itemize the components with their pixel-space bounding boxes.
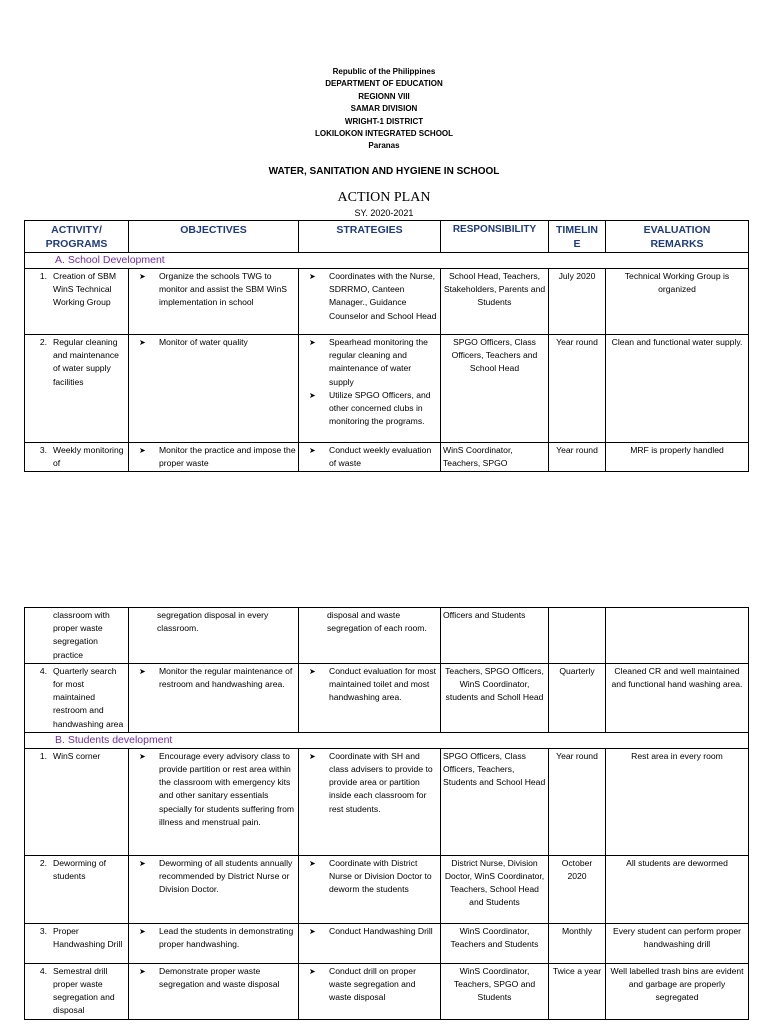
action-plan-table-part2 — [24, 607, 749, 1020]
header-line: REGIONN VIII — [358, 91, 410, 101]
table-row — [25, 335, 749, 443]
activity-cell: Deworming of students — [53, 857, 107, 882]
header-line: LOKILOKON INTEGRATED SCHOOL — [314, 129, 454, 139]
school-year: SY. 2020-2021 — [354, 208, 414, 218]
evaluation-cell: Well labelled trash bins are evident and garbage are properly segregated — [606, 963, 749, 1019]
objective-text: Organize the schools TWG to monitor and assist the SBM WinS implementation in school — [159, 271, 287, 308]
evaluation-cell: MRF is properly handled — [606, 443, 749, 472]
responsibility-cell: WinS Coordinator, Teachers, SPGO — [441, 443, 549, 472]
arrow-bullet-icon: ➤ — [309, 338, 316, 347]
activity-cell: Semestral drill proper waste segregation and disposal — [53, 965, 115, 1016]
table-row-continued — [25, 608, 749, 664]
timeline-cell: Quarterly — [549, 663, 606, 732]
responsibility-cell: WinS Coordinator, Teachers and Students — [441, 923, 549, 963]
evaluation-cell — [606, 608, 749, 664]
arrow-bullet-icon: ➤ — [139, 338, 146, 347]
section-students-development: B. Students development — [25, 732, 749, 748]
strategy-text: Coordinates with the Nurse, SDRRMO, Canteen Manager., Guidance Counselor and School Head — [329, 271, 437, 321]
activity-cell: Regular cleaning and maintenance of water supply facilities — [53, 337, 119, 387]
objective-text: Monitor the practice and impose the proper waste — [159, 445, 296, 469]
document-header — [0, 66, 768, 153]
strategy-text: Conduct drill on proper waste segregation and waste disposal — [329, 965, 416, 1003]
col-header-evaluation: EVALUATION REMARKS — [606, 221, 749, 253]
col-header-strategies: STRATEGIES — [299, 221, 441, 253]
responsibility-cell: School Head, Teachers, Stakeholders, Parents and Students — [441, 269, 549, 335]
evaluation-cell: Technical Working Group is organized — [606, 269, 749, 335]
activity-cell: WinS corner — [53, 750, 101, 761]
arrow-bullet-icon: ➤ — [139, 926, 146, 936]
arrow-bullet-icon: ➤ — [309, 446, 316, 455]
document-title: WATER, SANITATION AND HYGIENE IN SCHOOL — [268, 166, 500, 177]
objective-text: Lead the students in demonstrating proper handwashing. — [159, 925, 294, 950]
timeline-cell: Year round — [549, 335, 606, 443]
section-row — [25, 732, 749, 748]
strategy-text: disposal and waste segregation of each room. — [299, 608, 441, 664]
activity-cell: Weekly monitoring of — [53, 445, 124, 469]
arrow-bullet-icon: ➤ — [309, 858, 316, 868]
row-number: 3. — [39, 925, 47, 936]
header-line: WRIGHT-1 DISTRICT — [344, 116, 424, 126]
arrow-bullet-icon: ➤ — [139, 858, 146, 868]
row-number: 2. — [39, 857, 47, 868]
header-line: Republic of the Philippines — [332, 67, 436, 76]
activity-cell: Creation of SBM WinS Technical Working Group — [53, 271, 117, 308]
col-header-timeline: TIMELIN E — [549, 221, 606, 253]
activity-cell: Quarterly search for most maintained restroom and handwashing area — [53, 665, 124, 729]
activity-cell: classroom with proper waste segregation practice — [25, 608, 129, 664]
arrow-bullet-icon: ➤ — [309, 666, 316, 676]
evaluation-cell: Every student can perform proper handwashing drill — [606, 923, 749, 963]
activity-cell: Proper Handwashing Drill — [53, 925, 123, 950]
table-row — [25, 443, 749, 472]
strategy-text: Coordinate with District Nurse or Division Doctor to deworm the students — [329, 857, 432, 895]
timeline-cell: Twice a year — [549, 963, 606, 1019]
table-row — [25, 748, 749, 855]
section-school-development: A. School Development — [25, 253, 749, 269]
objective-text: Monitor of water quality — [159, 337, 248, 347]
timeline-cell: Year round — [549, 443, 606, 472]
evaluation-cell: Cleaned CR and well maintained and functional hand washing area. — [606, 663, 749, 732]
strategy-text: Coordinate with SH and class advisers to provide to provide area or partition inside each classroom for rest students. — [329, 750, 433, 814]
responsibility-cell: WinS Coordinator, Teachers, SPGO and Students — [441, 963, 549, 1019]
responsibility-cell: District Nurse, Division Doctor, WinS Coordinator, Teachers, School Head and Students — [441, 855, 549, 923]
arrow-bullet-icon: ➤ — [139, 446, 146, 455]
arrow-bullet-icon: ➤ — [309, 966, 316, 976]
row-number: 4. — [39, 665, 47, 676]
plan-title: ACTION PLAN — [337, 190, 431, 205]
arrow-bullet-icon: ➤ — [139, 272, 146, 281]
objective-text: Monitor the regular maintenance of restroom and handwashing area. — [159, 665, 293, 690]
table-row — [25, 269, 749, 335]
action-plan-table-part1 — [24, 220, 749, 472]
strategy-text: Conduct Handwashing Drill — [329, 925, 433, 936]
responsibility-cell: Teachers, SPGO Officers, WinS Coordinator, students and Scholl Head — [441, 663, 549, 732]
table-row — [25, 963, 749, 1019]
strategy-text: Conduct weekly evaluation of waste — [329, 445, 432, 469]
strategy-text: Spearhead monitoring the regular cleaning and maintenance of water supply — [329, 337, 428, 387]
responsibility-cell: SPGO Officers, Class Officers, Teachers and School Head — [441, 335, 549, 443]
strategy-text: Conduct evaluation for most maintained toilet and most handwashing area. — [329, 665, 437, 703]
timeline-cell: July 2020 — [549, 269, 606, 335]
arrow-bullet-icon: ➤ — [139, 966, 146, 976]
table-row — [25, 663, 749, 732]
row-number: 4. — [39, 965, 47, 976]
header-line: Paranas — [368, 141, 400, 151]
row-number: 3. — [39, 445, 47, 455]
objective-text: Demonstrate proper waste segregation and waste disposal — [159, 965, 280, 990]
strategy-text: Utilize SPGO Officers, and other concerned clubs in monitoring the programs. — [329, 389, 431, 427]
row-number: 1. — [39, 271, 47, 281]
arrow-bullet-icon: ➤ — [309, 926, 316, 936]
section-row — [25, 253, 749, 269]
objective-text: Encourage every advisory class to provide partition or rest area within the classroom with emergency kits and other sanitary essentials specially for students suffering from illness and menstrual pain. — [159, 750, 295, 827]
objective-text: segregation disposal in every classroom. — [129, 608, 299, 664]
header-line: DEPARTMENT OF EDUCATION — [325, 79, 443, 89]
arrow-bullet-icon: ➤ — [139, 751, 146, 761]
responsibility-cell: Officers and Students — [441, 608, 549, 664]
arrow-bullet-icon: ➤ — [139, 666, 146, 676]
col-header-activity: ACTIVITY/ PROGRAMS — [25, 221, 129, 253]
timeline-cell — [549, 608, 606, 664]
timeline-cell: Year round — [549, 748, 606, 855]
header-line: SAMAR DIVISION — [350, 104, 418, 114]
arrow-bullet-icon: ➤ — [309, 751, 316, 761]
evaluation-cell: Rest area in every room — [606, 748, 749, 855]
col-header-responsibility: RESPONSIBILITY — [441, 221, 549, 253]
objective-text: Deworming of all students annually recommended by District Nurse or Division Doctor. — [159, 857, 293, 895]
row-number: 2. — [39, 337, 47, 347]
timeline-cell: Monthly — [549, 923, 606, 963]
evaluation-cell: Clean and functional water supply. — [606, 335, 749, 443]
arrow-bullet-icon: ➤ — [309, 272, 316, 281]
arrow-bullet-icon: ➤ — [309, 390, 316, 400]
evaluation-cell: All students are dewormed — [606, 855, 749, 923]
table-header-row — [25, 221, 749, 253]
table-row — [25, 855, 749, 923]
col-header-objectives: OBJECTIVES — [129, 221, 299, 253]
row-number: 1. — [39, 750, 47, 761]
responsibility-cell: SPGO Officers, Class Officers, Teachers, Students and School Head — [441, 748, 549, 855]
timeline-cell: October 2020 — [549, 855, 606, 923]
table-row — [25, 923, 749, 963]
